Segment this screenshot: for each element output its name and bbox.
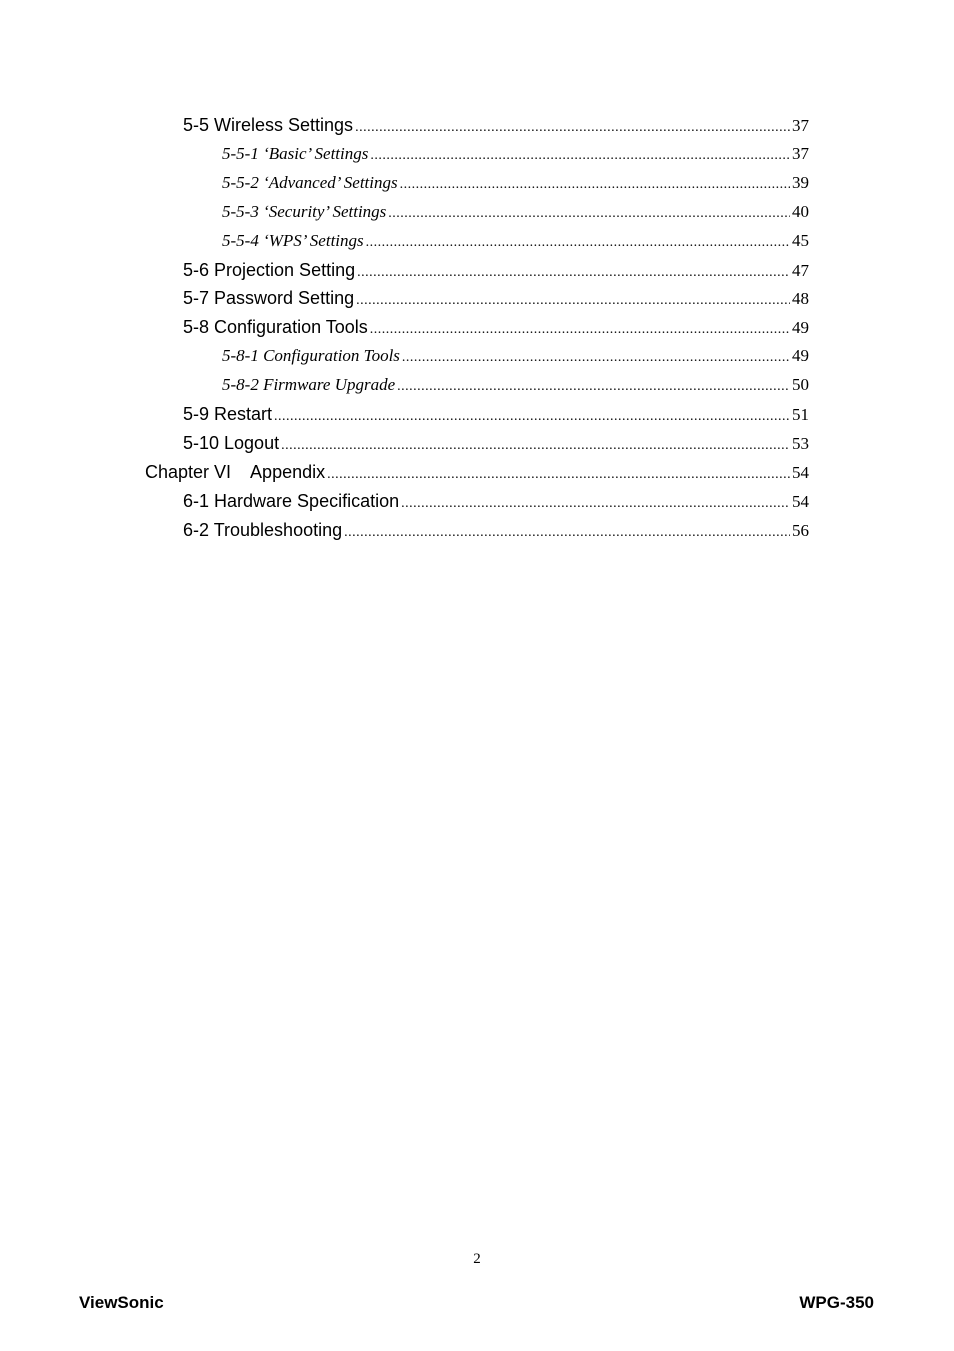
toc-entry-page: 49 — [792, 318, 809, 338]
dot-leader — [388, 206, 790, 222]
toc-entry[interactable] — [222, 144, 809, 172]
toc-entry-chapter[interactable] — [145, 462, 809, 490]
toc-entry[interactable] — [183, 433, 809, 461]
toc-entry-page: 51 — [792, 405, 809, 424]
toc-entry-label: Chapter VI Appendix — [145, 461, 326, 482]
toc-entry[interactable] — [183, 520, 809, 548]
footer-model: WPG-350 — [799, 1293, 874, 1312]
toc-entry-label: 5-5-2 ‘Advanced’ Settings — [222, 172, 398, 192]
dot-leader — [356, 293, 790, 309]
dot-leader — [274, 409, 790, 425]
dot-leader — [357, 265, 790, 281]
dot-leader — [355, 120, 790, 136]
toc-entry[interactable] — [183, 317, 809, 345]
dot-leader — [400, 177, 790, 193]
toc-entry[interactable] — [222, 346, 809, 374]
dot-leader — [401, 496, 790, 512]
toc-entry-page: 50 — [792, 375, 809, 395]
toc-entry-label: 5-7 Password Setting — [183, 288, 355, 309]
dot-leader — [370, 322, 790, 338]
toc-entry[interactable] — [222, 173, 809, 201]
toc-entry[interactable] — [183, 491, 809, 519]
dot-leader — [327, 467, 790, 483]
dot-leader — [370, 148, 790, 164]
dot-leader — [344, 525, 790, 541]
toc-entry[interactable] — [222, 375, 809, 403]
dot-leader — [402, 350, 790, 366]
toc-entry[interactable] — [222, 202, 809, 230]
toc-entry-label: 5-6 Projection Setting — [183, 259, 356, 280]
toc-entry-page: 49 — [792, 346, 809, 366]
footer-brand: ViewSonic — [79, 1293, 164, 1312]
toc-entry-label: 5-10 Logout — [183, 432, 280, 453]
toc-entry-page: 54 — [792, 491, 809, 511]
toc-entry-page: 37 — [792, 116, 809, 135]
toc-entry-label: 5-8-2 Firmware Upgrade — [222, 375, 396, 395]
toc-entry-label: 6-2 Troubleshooting — [183, 519, 343, 540]
toc-entry-page: 56 — [792, 520, 809, 540]
toc-entry-label: 5-9 Restart — [183, 404, 273, 424]
toc-entry-page: 47 — [792, 260, 809, 280]
toc-entry-label: 5-8-1 Configuration Tools — [222, 346, 400, 366]
toc-entry-page: 48 — [792, 289, 809, 309]
toc-entry-page: 45 — [792, 230, 809, 250]
toc-entry[interactable] — [183, 288, 809, 316]
toc-entry-label: 5-5-1 ‘Basic’ Settings — [222, 143, 369, 163]
toc-entry-label: 5-5-4 ‘WPS’ Settings — [222, 230, 364, 250]
toc-entry-label: 6-1 Hardware Specification — [183, 490, 400, 511]
toc-entry-page: 53 — [792, 433, 809, 453]
toc-entry-page: 37 — [792, 143, 809, 163]
page-number: 2 — [473, 1251, 481, 1267]
toc-entry-label: 5-5-3 ‘Security’ Settings — [222, 201, 387, 221]
toc-entry-label: 5-5 Wireless Settings — [183, 115, 354, 135]
toc-entry-page: 54 — [792, 462, 809, 482]
toc-entry[interactable] — [183, 260, 809, 288]
toc-entry[interactable] — [222, 231, 809, 259]
toc-entry-page: 39 — [792, 172, 809, 192]
dot-leader — [397, 379, 790, 395]
toc-entry-page: 40 — [792, 201, 809, 221]
dot-leader — [366, 235, 790, 251]
toc-entry[interactable] — [183, 115, 809, 143]
dot-leader — [281, 438, 790, 454]
toc-entry[interactable] — [183, 404, 809, 432]
toc-entry-label: 5-8 Configuration Tools — [183, 317, 368, 338]
